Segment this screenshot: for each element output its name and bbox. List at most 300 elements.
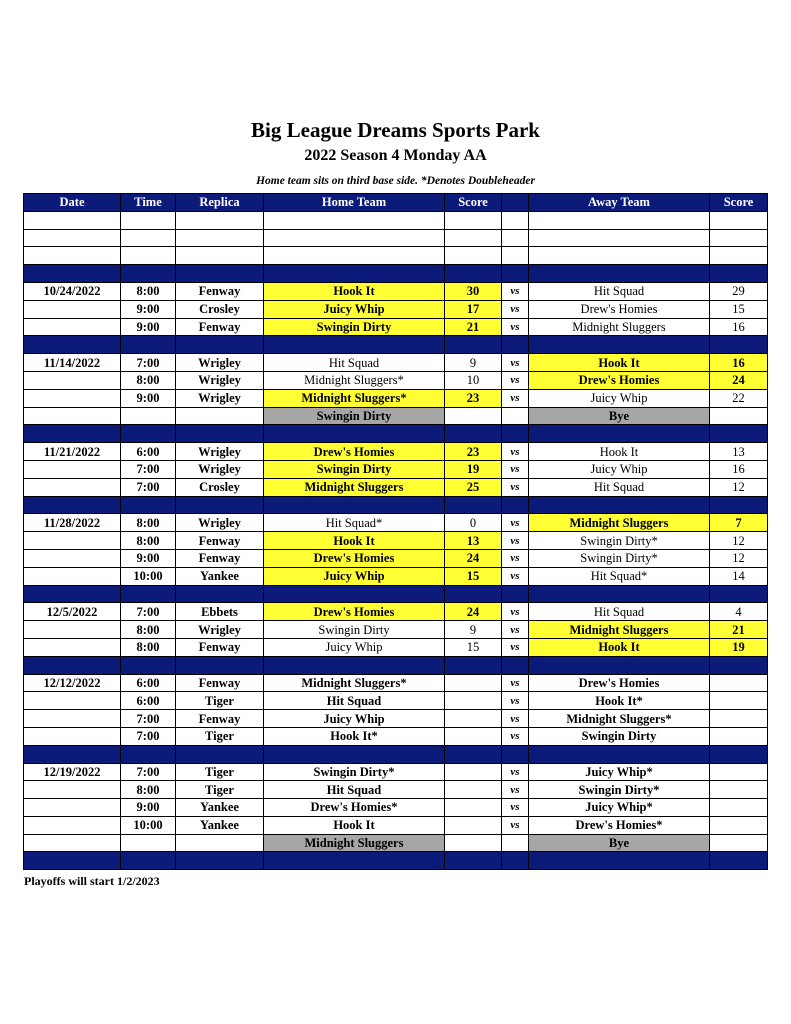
date-cell xyxy=(24,549,121,567)
replica-cell: Yankee xyxy=(176,567,264,585)
empty-cell xyxy=(445,229,502,247)
away-score-cell: 15 xyxy=(710,300,768,318)
empty-cell xyxy=(502,745,529,763)
away-team-cell: Drew's Homies xyxy=(529,300,710,318)
away-score-cell: 24 xyxy=(710,371,768,389)
col-date: Date xyxy=(24,194,121,212)
home-team-cell: Swingin Dirty xyxy=(264,407,445,425)
vs-cell: vs xyxy=(502,674,529,692)
empty-cell xyxy=(24,229,121,247)
blank-row xyxy=(24,247,768,265)
empty-cell xyxy=(529,656,710,674)
empty-cell xyxy=(502,265,529,283)
empty-cell xyxy=(710,229,768,247)
empty-cell xyxy=(24,211,121,229)
game-row xyxy=(24,674,768,692)
time-cell: 8:00 xyxy=(121,781,176,799)
empty-cell xyxy=(121,425,176,443)
away-team-cell: Drew's Homies* xyxy=(529,816,710,834)
date-cell xyxy=(24,710,121,728)
time-cell: 7:00 xyxy=(121,354,176,372)
home-score-cell: 19 xyxy=(445,460,502,478)
game-row xyxy=(24,532,768,550)
home-score-cell: 30 xyxy=(445,282,502,300)
home-team-cell: Juicy Whip xyxy=(264,638,445,656)
away-team-cell: Swingin Dirty* xyxy=(529,781,710,799)
date-cell: 12/12/2022 xyxy=(24,674,121,692)
empty-cell xyxy=(176,745,264,763)
empty-cell xyxy=(121,745,176,763)
empty-cell xyxy=(445,656,502,674)
replica-cell: Tiger xyxy=(176,781,264,799)
empty-cell xyxy=(529,585,710,603)
game-row xyxy=(24,710,768,728)
vs-cell: vs xyxy=(502,603,529,621)
away-team-cell: Midnight Sluggers xyxy=(529,318,710,336)
empty-cell xyxy=(264,852,445,870)
empty-cell xyxy=(24,656,121,674)
replica-cell: Tiger xyxy=(176,727,264,745)
replica-cell: Wrigley xyxy=(176,443,264,461)
col-home-score: Score xyxy=(445,194,502,212)
away-team-cell: Hit Squad xyxy=(529,282,710,300)
away-score-cell: 12 xyxy=(710,478,768,496)
vs-cell: vs xyxy=(502,282,529,300)
vs-cell: vs xyxy=(502,816,529,834)
home-team-cell: Drew's Homies xyxy=(264,603,445,621)
empty-cell xyxy=(24,265,121,283)
away-score-cell xyxy=(710,710,768,728)
empty-cell xyxy=(502,229,529,247)
empty-cell xyxy=(710,496,768,514)
home-score-cell: 23 xyxy=(445,443,502,461)
col-replica: Replica xyxy=(176,194,264,212)
empty-cell xyxy=(24,336,121,354)
home-team-cell: Drew's Homies xyxy=(264,443,445,461)
empty-cell xyxy=(529,229,710,247)
away-team-cell: Drew's Homies xyxy=(529,371,710,389)
replica-cell: Fenway xyxy=(176,638,264,656)
game-row xyxy=(24,300,768,318)
empty-cell xyxy=(445,496,502,514)
time-cell: 9:00 xyxy=(121,389,176,407)
home-team-cell: Juicy Whip xyxy=(264,567,445,585)
date-cell: 10/24/2022 xyxy=(24,282,121,300)
empty-cell xyxy=(121,496,176,514)
away-score-cell: 21 xyxy=(710,621,768,639)
empty-cell xyxy=(24,247,121,265)
away-team-cell: Bye xyxy=(529,834,710,852)
home-team-cell: Midnight Sluggers* xyxy=(264,371,445,389)
home-score-cell: 0 xyxy=(445,514,502,532)
empty-cell xyxy=(445,852,502,870)
date-cell xyxy=(24,478,121,496)
empty-cell xyxy=(445,265,502,283)
empty-cell xyxy=(121,265,176,283)
away-score-cell xyxy=(710,834,768,852)
empty-cell xyxy=(264,247,445,265)
empty-cell xyxy=(176,229,264,247)
vs-cell: vs xyxy=(502,300,529,318)
empty-cell xyxy=(710,585,768,603)
away-team-cell: Juicy Whip xyxy=(529,389,710,407)
away-score-cell: 16 xyxy=(710,460,768,478)
away-score-cell: 16 xyxy=(710,354,768,372)
empty-cell xyxy=(176,247,264,265)
time-cell: 8:00 xyxy=(121,638,176,656)
vs-cell xyxy=(502,834,529,852)
empty-cell xyxy=(264,336,445,354)
empty-cell xyxy=(176,265,264,283)
away-score-cell: 7 xyxy=(710,514,768,532)
week-separator xyxy=(24,585,768,603)
replica-cell: Wrigley xyxy=(176,460,264,478)
empty-cell xyxy=(264,211,445,229)
away-score-cell xyxy=(710,816,768,834)
empty-cell xyxy=(121,211,176,229)
game-row xyxy=(24,621,768,639)
home-score-cell: 24 xyxy=(445,603,502,621)
home-score-cell xyxy=(445,763,502,781)
vs-cell: vs xyxy=(502,478,529,496)
home-team-cell: Swingin Dirty xyxy=(264,460,445,478)
col-home-team: Home Team xyxy=(264,194,445,212)
empty-cell xyxy=(264,265,445,283)
away-score-cell xyxy=(710,674,768,692)
empty-cell xyxy=(264,585,445,603)
empty-cell xyxy=(710,425,768,443)
away-score-cell: 12 xyxy=(710,532,768,550)
empty-cell xyxy=(264,229,445,247)
empty-cell xyxy=(121,247,176,265)
empty-cell xyxy=(176,336,264,354)
vs-cell: vs xyxy=(502,354,529,372)
away-team-cell: Midnight Sluggers xyxy=(529,621,710,639)
time-cell xyxy=(121,407,176,425)
home-score-cell xyxy=(445,710,502,728)
date-cell: 11/14/2022 xyxy=(24,354,121,372)
empty-cell xyxy=(445,585,502,603)
date-cell xyxy=(24,460,121,478)
empty-cell xyxy=(502,247,529,265)
away-team-cell: Swingin Dirty* xyxy=(529,549,710,567)
empty-cell xyxy=(176,852,264,870)
empty-cell xyxy=(710,336,768,354)
empty-cell xyxy=(529,496,710,514)
week-separator xyxy=(24,425,768,443)
vs-cell: vs xyxy=(502,763,529,781)
empty-cell xyxy=(502,425,529,443)
replica-cell: Yankee xyxy=(176,799,264,817)
time-cell: 8:00 xyxy=(121,621,176,639)
home-score-cell xyxy=(445,799,502,817)
empty-cell xyxy=(121,656,176,674)
game-row xyxy=(24,816,768,834)
home-score-cell: 17 xyxy=(445,300,502,318)
date-cell xyxy=(24,407,121,425)
away-score-cell xyxy=(710,692,768,710)
replica-cell: Wrigley xyxy=(176,354,264,372)
replica-cell: Fenway xyxy=(176,318,264,336)
home-team-cell: Midnight Sluggers* xyxy=(264,389,445,407)
empty-cell xyxy=(529,247,710,265)
home-team-cell: Midnight Sluggers xyxy=(264,834,445,852)
empty-cell xyxy=(710,852,768,870)
vs-cell: vs xyxy=(502,389,529,407)
away-team-cell: Midnight Sluggers* xyxy=(529,710,710,728)
empty-cell xyxy=(121,585,176,603)
away-team-cell: Bye xyxy=(529,407,710,425)
time-cell: 6:00 xyxy=(121,443,176,461)
date-cell xyxy=(24,799,121,817)
col-time: Time xyxy=(121,194,176,212)
date-cell: 11/21/2022 xyxy=(24,443,121,461)
empty-cell xyxy=(121,852,176,870)
home-score-cell xyxy=(445,692,502,710)
vs-cell: vs xyxy=(502,621,529,639)
empty-cell xyxy=(121,229,176,247)
replica-cell: Fenway xyxy=(176,710,264,728)
week-separator xyxy=(24,852,768,870)
time-cell: 9:00 xyxy=(121,549,176,567)
schedule-table xyxy=(23,193,768,870)
replica-cell: Tiger xyxy=(176,763,264,781)
vs-cell xyxy=(502,407,529,425)
week-separator xyxy=(24,336,768,354)
empty-cell xyxy=(502,585,529,603)
page-title: Big League Dreams Sports Park xyxy=(251,118,540,142)
home-team-cell: Hit Squad xyxy=(264,354,445,372)
empty-cell xyxy=(502,336,529,354)
home-score-cell: 10 xyxy=(445,371,502,389)
empty-cell xyxy=(529,265,710,283)
empty-cell xyxy=(502,496,529,514)
vs-cell: vs xyxy=(502,567,529,585)
game-row xyxy=(24,354,768,372)
empty-cell xyxy=(502,211,529,229)
game-row xyxy=(24,763,768,781)
week-separator xyxy=(24,265,768,283)
empty-cell xyxy=(24,745,121,763)
home-team-cell: Hook It xyxy=(264,532,445,550)
home-score-cell xyxy=(445,727,502,745)
home-team-cell: Swingin Dirty xyxy=(264,318,445,336)
away-team-cell: Midnight Sluggers xyxy=(529,514,710,532)
empty-cell xyxy=(445,247,502,265)
game-row xyxy=(24,638,768,656)
home-score-cell: 15 xyxy=(445,638,502,656)
empty-cell xyxy=(529,745,710,763)
header-row xyxy=(24,194,768,212)
vs-cell: vs xyxy=(502,638,529,656)
empty-cell xyxy=(529,336,710,354)
empty-cell xyxy=(264,496,445,514)
empty-cell xyxy=(24,585,121,603)
home-team-cell: Hook It* xyxy=(264,727,445,745)
replica-cell: Wrigley xyxy=(176,371,264,389)
away-score-cell: 13 xyxy=(710,443,768,461)
away-score-cell: 19 xyxy=(710,638,768,656)
home-team-cell: Drew's Homies* xyxy=(264,799,445,817)
vs-cell: vs xyxy=(502,549,529,567)
vs-cell: vs xyxy=(502,799,529,817)
replica-cell: Fenway xyxy=(176,282,264,300)
away-team-cell: Juicy Whip* xyxy=(529,799,710,817)
date-cell xyxy=(24,834,121,852)
time-cell: 9:00 xyxy=(121,300,176,318)
empty-cell xyxy=(710,656,768,674)
game-row xyxy=(24,603,768,621)
home-score-cell xyxy=(445,834,502,852)
home-score-cell xyxy=(445,407,502,425)
empty-cell xyxy=(176,496,264,514)
away-team-cell: Juicy Whip* xyxy=(529,763,710,781)
time-cell: 7:00 xyxy=(121,460,176,478)
time-cell: 8:00 xyxy=(121,371,176,389)
home-team-cell: Juicy Whip xyxy=(264,300,445,318)
replica-cell: Fenway xyxy=(176,549,264,567)
page-subtitle: 2022 Season 4 Monday AA xyxy=(304,147,487,164)
replica-cell xyxy=(176,834,264,852)
col-vs xyxy=(502,194,529,212)
empty-cell xyxy=(529,852,710,870)
empty-cell xyxy=(710,247,768,265)
away-score-cell xyxy=(710,799,768,817)
home-team-cell: Swingin Dirty* xyxy=(264,763,445,781)
vs-cell: vs xyxy=(502,781,529,799)
home-score-cell xyxy=(445,781,502,799)
blank-row xyxy=(24,211,768,229)
replica-cell: Crosley xyxy=(176,300,264,318)
week-separator xyxy=(24,496,768,514)
replica-cell xyxy=(176,407,264,425)
home-team-cell: Midnight Sluggers* xyxy=(264,674,445,692)
home-team-cell: Drew's Homies xyxy=(264,549,445,567)
time-cell: 9:00 xyxy=(121,799,176,817)
date-cell: 12/5/2022 xyxy=(24,603,121,621)
away-score-cell: 12 xyxy=(710,549,768,567)
away-team-cell: Hit Squad* xyxy=(529,567,710,585)
game-row xyxy=(24,549,768,567)
replica-cell: Crosley xyxy=(176,478,264,496)
home-score-cell: 15 xyxy=(445,567,502,585)
game-row xyxy=(24,834,768,852)
home-team-cell: Swingin Dirty xyxy=(264,621,445,639)
away-team-cell: Swingin Dirty* xyxy=(529,532,710,550)
empty-cell xyxy=(176,585,264,603)
home-team-cell: Midnight Sluggers xyxy=(264,478,445,496)
date-cell xyxy=(24,567,121,585)
game-row xyxy=(24,389,768,407)
home-team-cell: Hit Squad xyxy=(264,781,445,799)
away-team-cell: Hit Squad xyxy=(529,603,710,621)
empty-cell xyxy=(176,425,264,443)
game-row xyxy=(24,282,768,300)
replica-cell: Wrigley xyxy=(176,514,264,532)
date-cell xyxy=(24,300,121,318)
empty-cell xyxy=(264,745,445,763)
empty-cell xyxy=(176,211,264,229)
empty-cell xyxy=(710,211,768,229)
away-score-cell: 29 xyxy=(710,282,768,300)
replica-cell: Ebbets xyxy=(176,603,264,621)
replica-cell: Yankee xyxy=(176,816,264,834)
game-row xyxy=(24,781,768,799)
empty-cell xyxy=(529,211,710,229)
home-team-cell: Hit Squad xyxy=(264,692,445,710)
game-row xyxy=(24,371,768,389)
date-cell xyxy=(24,532,121,550)
playoffs-note: Playoffs will start 1/2/2023 xyxy=(24,874,160,888)
game-row xyxy=(24,443,768,461)
date-cell xyxy=(24,389,121,407)
time-cell: 8:00 xyxy=(121,282,176,300)
replica-cell: Tiger xyxy=(176,692,264,710)
away-score-cell: 14 xyxy=(710,567,768,585)
time-cell: 7:00 xyxy=(121,727,176,745)
home-score-cell: 21 xyxy=(445,318,502,336)
game-row xyxy=(24,514,768,532)
empty-cell xyxy=(176,656,264,674)
date-cell xyxy=(24,692,121,710)
date-cell xyxy=(24,371,121,389)
away-team-cell: Drew's Homies xyxy=(529,674,710,692)
away-score-cell: 22 xyxy=(710,389,768,407)
col-away-score: Score xyxy=(710,194,768,212)
date-cell xyxy=(24,816,121,834)
home-score-cell xyxy=(445,816,502,834)
vs-cell: vs xyxy=(502,318,529,336)
time-cell: 6:00 xyxy=(121,674,176,692)
home-team-cell: Juicy Whip xyxy=(264,710,445,728)
vs-cell: vs xyxy=(502,460,529,478)
away-score-cell xyxy=(710,727,768,745)
vs-cell: vs xyxy=(502,692,529,710)
home-score-cell xyxy=(445,674,502,692)
empty-cell xyxy=(445,745,502,763)
week-separator xyxy=(24,745,768,763)
empty-cell xyxy=(502,852,529,870)
replica-cell: Wrigley xyxy=(176,621,264,639)
home-score-cell: 13 xyxy=(445,532,502,550)
time-cell: 8:00 xyxy=(121,532,176,550)
vs-cell: vs xyxy=(502,514,529,532)
home-score-cell: 9 xyxy=(445,621,502,639)
away-score-cell xyxy=(710,407,768,425)
home-team-cell: Hook It xyxy=(264,816,445,834)
away-team-cell: Hook It xyxy=(529,354,710,372)
time-cell: 7:00 xyxy=(121,478,176,496)
game-row xyxy=(24,407,768,425)
away-team-cell: Hook It* xyxy=(529,692,710,710)
date-cell xyxy=(24,621,121,639)
vs-cell: vs xyxy=(502,371,529,389)
empty-cell xyxy=(710,745,768,763)
game-row xyxy=(24,567,768,585)
game-row xyxy=(24,799,768,817)
game-row xyxy=(24,692,768,710)
date-cell xyxy=(24,638,121,656)
time-cell: 9:00 xyxy=(121,318,176,336)
empty-cell xyxy=(710,265,768,283)
date-cell: 11/28/2022 xyxy=(24,514,121,532)
home-score-cell: 25 xyxy=(445,478,502,496)
vs-cell: vs xyxy=(502,532,529,550)
vs-cell: vs xyxy=(502,727,529,745)
empty-cell xyxy=(24,496,121,514)
home-score-cell: 23 xyxy=(445,389,502,407)
time-cell: 10:00 xyxy=(121,567,176,585)
